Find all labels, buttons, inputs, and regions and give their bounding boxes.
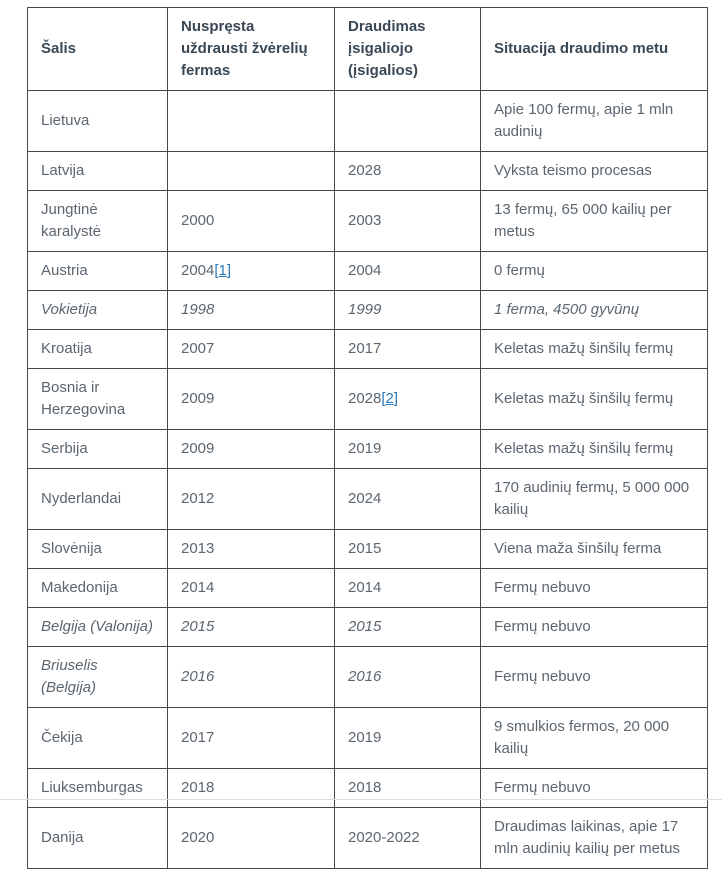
table-row	[28, 530, 708, 569]
table-cell-decided	[168, 469, 335, 530]
decided-value: 2013	[181, 540, 215, 557]
decided-value: 2014	[181, 579, 215, 596]
table-row	[28, 191, 708, 252]
table-cell-country: Latvija	[28, 152, 168, 191]
table-cell-situation: 9 smulkios fermos, 20 000 kailių	[481, 708, 708, 769]
effective-value: 2020-2022	[348, 829, 420, 846]
bottom-divider	[0, 799, 722, 800]
table-cell-effective	[335, 291, 481, 330]
table-cell-effective	[335, 530, 481, 569]
effective-value: 2028	[348, 162, 382, 179]
decided-value: 2007	[181, 340, 215, 357]
table-cell-country: Makedonija	[28, 569, 168, 608]
table-row	[28, 608, 708, 647]
effective-value: 2003	[348, 212, 382, 229]
table-cell-country: Nyderlandai	[28, 469, 168, 530]
effective-value: 2028	[348, 390, 382, 407]
table-cell-situation: 13 fermų, 65 000 kailių per metus	[481, 191, 708, 252]
effective-value: 2004	[348, 262, 382, 279]
table-cell-decided	[168, 569, 335, 608]
table-row	[28, 430, 708, 469]
table-cell-effective	[335, 152, 481, 191]
effective-value: 2018	[348, 779, 382, 796]
column-header-3: Situacija draudimo metu	[481, 8, 708, 91]
table-cell-country: Vokietija	[28, 291, 168, 330]
table-cell-situation: Fermų nebuvo	[481, 769, 708, 808]
table-header-row	[28, 8, 708, 91]
table-cell-decided	[168, 252, 335, 291]
table-row	[28, 152, 708, 191]
decided-value: 2020	[181, 829, 215, 846]
table-row	[28, 369, 708, 430]
table-cell-effective	[335, 769, 481, 808]
decided-value: 2016	[181, 668, 215, 685]
table-cell-decided	[168, 152, 335, 191]
effective-value: 2014	[348, 579, 382, 596]
table-cell-country: Austria	[28, 252, 168, 291]
effective-value: 2015	[348, 540, 382, 557]
table-cell-decided	[168, 291, 335, 330]
table-cell-decided	[168, 708, 335, 769]
table-cell-situation: Keletas mažų šinšilų fermų	[481, 330, 708, 369]
table-row	[28, 808, 708, 869]
effective-value: 2019	[348, 729, 382, 746]
table-cell-effective	[335, 252, 481, 291]
table-cell-effective	[335, 647, 481, 708]
table-cell-situation: Apie 100 fermų, apie 1 mln audinių	[481, 91, 708, 152]
table-row	[28, 569, 708, 608]
table-cell-country: Lietuva	[28, 91, 168, 152]
table-cell-decided	[168, 369, 335, 430]
table-cell-decided	[168, 330, 335, 369]
effective-value: 2019	[348, 440, 382, 457]
table-cell-effective	[335, 569, 481, 608]
table-cell-country: Bosnia ir Herzegovina	[28, 369, 168, 430]
footnote-ref-number: 1	[218, 262, 227, 279]
table-cell-situation: 170 audinių fermų, 5 000 000 kailių	[481, 469, 708, 530]
table-row	[28, 769, 708, 808]
decided-value: 1998	[181, 301, 215, 318]
table-cell-situation: Viena maža šinšilų ferma	[481, 530, 708, 569]
decided-value: 2015	[181, 618, 215, 635]
decided-value: 2012	[181, 490, 215, 507]
table-cell-country: Briuselis (Belgija)	[28, 647, 168, 708]
effective-value: 2017	[348, 340, 382, 357]
column-header-2: Draudimas įsigaliojo (įsigalios)	[335, 8, 481, 91]
table-cell-effective	[335, 608, 481, 647]
table-cell-effective	[335, 708, 481, 769]
table-cell-situation: Keletas mažų šinšilų fermų	[481, 430, 708, 469]
table-row	[28, 291, 708, 330]
table-cell-country: Danija	[28, 808, 168, 869]
table-cell-country: Belgija (Valonija)	[28, 608, 168, 647]
effective-value: 2016	[348, 668, 382, 685]
table-cell-effective	[335, 330, 481, 369]
table-cell-situation: Vyksta teismo procesas	[481, 152, 708, 191]
table-row	[28, 91, 708, 152]
table-cell-decided	[168, 191, 335, 252]
table-row	[28, 469, 708, 530]
table-cell-decided	[168, 608, 335, 647]
table-cell-effective	[335, 191, 481, 252]
table-cell-country: Liuksemburgas	[28, 769, 168, 808]
column-header-1: Nuspręsta uždrausti žvėrelių fermas	[168, 8, 335, 91]
table-cell-decided	[168, 430, 335, 469]
effective-value: 2024	[348, 490, 382, 507]
decided-value: 2017	[181, 729, 215, 746]
table-cell-situation: Fermų nebuvo	[481, 569, 708, 608]
table-cell-decided	[168, 647, 335, 708]
decided-value: 2009	[181, 440, 215, 457]
table-cell-decided	[168, 91, 335, 152]
table-cell-country: Serbija	[28, 430, 168, 469]
table-cell-decided	[168, 530, 335, 569]
table-cell-country: Jungtinė karalystė	[28, 191, 168, 252]
effective-value: 1999	[348, 301, 382, 318]
table-cell-decided	[168, 769, 335, 808]
table-cell-situation: Draudimas laikinas, apie 17 mln audinių kailių per metus	[481, 808, 708, 869]
table-cell-effective	[335, 91, 481, 152]
decided-value: 2000	[181, 212, 215, 229]
footnote-ref-link[interactable]: [1]	[214, 262, 232, 279]
table-cell-situation: 1 ferma, 4500 gyvūnų	[481, 291, 708, 330]
table-body	[28, 91, 708, 869]
decided-value: 2004	[181, 262, 215, 279]
table-cell-situation: Keletas mažų šinšilų fermų	[481, 369, 708, 430]
table-row	[28, 330, 708, 369]
table-cell-situation: Fermų nebuvo	[481, 608, 708, 647]
table-cell-decided	[168, 808, 335, 869]
footnote-ref-number: 2	[385, 390, 394, 407]
table-cell-country: Kroatija	[28, 330, 168, 369]
table-cell-situation: Fermų nebuvo	[481, 647, 708, 708]
table-cell-effective	[335, 808, 481, 869]
table-row	[28, 252, 708, 291]
footnote-ref-link[interactable]: [2]	[381, 390, 399, 407]
table-cell-effective	[335, 469, 481, 530]
table-cell-effective	[335, 430, 481, 469]
decided-value: 2018	[181, 779, 215, 796]
column-header-0: Šalis	[28, 8, 168, 91]
table-row	[28, 647, 708, 708]
table-row	[28, 708, 708, 769]
fur-farm-ban-table	[27, 7, 708, 869]
table-cell-situation: 0 fermų	[481, 252, 708, 291]
effective-value: 2015	[348, 618, 382, 635]
table-cell-country: Slovėnija	[28, 530, 168, 569]
decided-value: 2009	[181, 390, 215, 407]
table-cell-effective	[335, 369, 481, 430]
table-cell-country: Čekija	[28, 708, 168, 769]
